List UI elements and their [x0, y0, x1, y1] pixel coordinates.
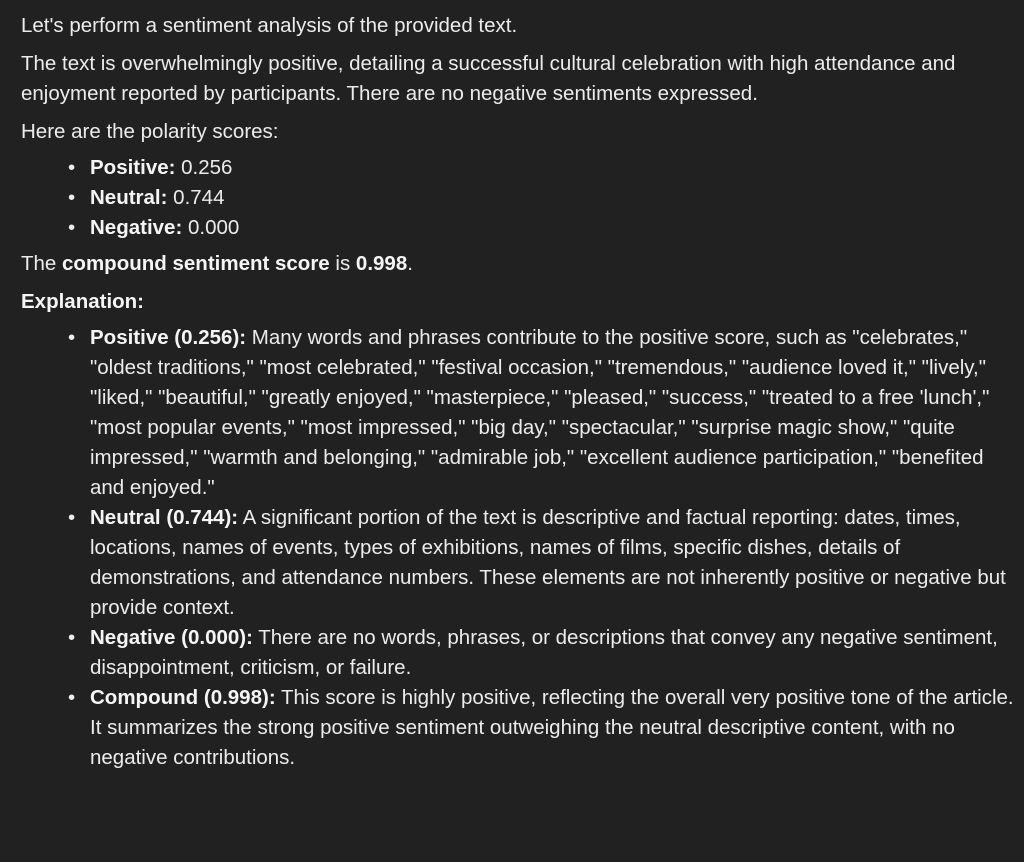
compound-paragraph: [21, 249, 1021, 279]
score-label: Positive:: [90, 156, 176, 179]
score-label: Neutral:: [90, 186, 168, 209]
explanation-heading: [21, 287, 1021, 317]
compound-prefix: The: [21, 252, 63, 275]
list-item: [90, 213, 1021, 243]
compound-label: compound sentiment score: [62, 252, 330, 275]
compound-middle: is: [329, 252, 356, 275]
score-label: Negative:: [90, 216, 183, 239]
list-item: [90, 683, 1021, 773]
explanation-text: Many words and phrases contribute to the positive score, such as "celebrates," "oldest traditions," "most celebrated," "festival occasion," "tremendous," "audience loved it," "lively," "liked," "beautiful," "greatly enjoyed," "masterpiece," "pleased," "success," "treated to a free 'lunch'," "most popular events," "most impressed," "big day," "spectacular," "surprise magic show," "quite impressed," "warmth and belonging," "admirable job," "excellent audience participation," "benefited and enjoyed.": [90, 326, 990, 499]
explanation-label: Negative (0.000):: [90, 626, 253, 649]
list-item: [90, 503, 1021, 623]
explanation-text: A significant portion of the text is descriptive and factual reporting: dates, times, locations, names of events, types of exhibitions, names of films, specific dishes, details of demonstrations, and attendance numbers. These elements are not inherently positive or negative but provide context.: [90, 506, 1006, 619]
compound-suffix: .: [407, 252, 413, 275]
intro-paragraph: Let's perform a sentiment analysis of the provided text.: [21, 14, 518, 37]
compound-value: 0.998: [355, 252, 408, 275]
explanation-text: This score is highly positive, reflecting the overall very positive tone of the article. It summarizes the strong positive sentiment outweighing the neutral descriptive content, with no negative contributions.: [90, 686, 1014, 769]
explanation-label: Positive (0.256):: [90, 326, 247, 349]
summary-paragraph: The text is overwhelmingly positive, detailing a successful cultural celebration with high attendance and enjoyment reported by participants. There are no negative sentiments expressed.: [21, 52, 956, 105]
list-item: [90, 623, 1021, 683]
list-item: [90, 153, 1021, 183]
explanation-heading-text: Explanation:: [21, 290, 145, 313]
scores-intro: Here are the polarity scores:: [21, 120, 279, 143]
score-value: 0.744: [167, 186, 225, 209]
assistant-message: [21, 11, 1021, 781]
list-item: [90, 323, 1021, 503]
score-value: 0.256: [175, 156, 233, 179]
explanation-list: [21, 323, 1021, 773]
explanation-label: Neutral (0.744):: [90, 506, 239, 529]
list-item: [90, 183, 1021, 213]
score-value: 0.000: [182, 216, 240, 239]
polarity-scores-list: [21, 153, 1021, 243]
explanation-label: Compound (0.998):: [90, 686, 276, 709]
explanation-text: There are no words, phrases, or descriptions that convey any negative sentiment, disappointment, criticism, or failure.: [90, 626, 998, 679]
